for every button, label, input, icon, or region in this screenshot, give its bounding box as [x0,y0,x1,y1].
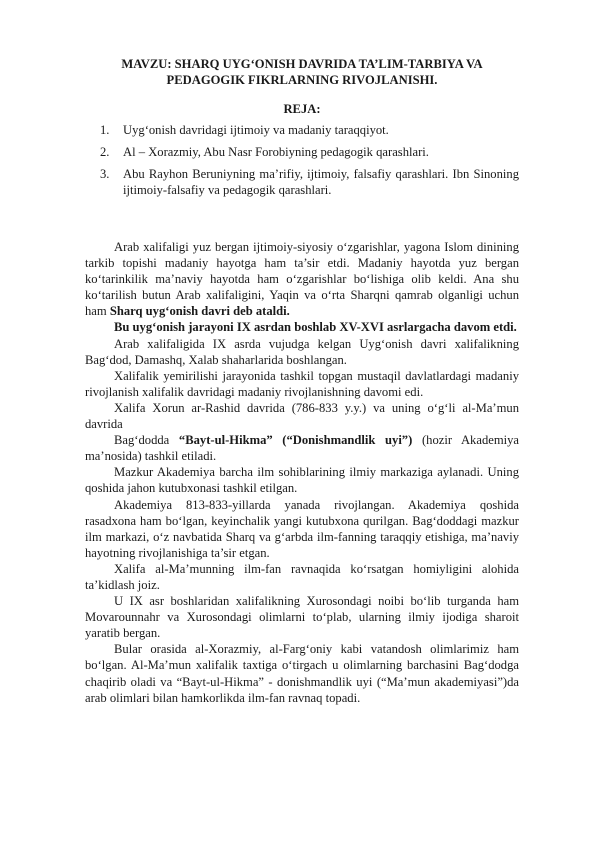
plan-item [85,122,519,138]
plan-item [85,166,519,198]
paragraph: Bular orasida al-Xorazmiy, al-Farg‘oniy kabi vatandosh olimlarimiz ham bo‘lgan. Al-Ma’mun xalifalik taxtiga o‘tirgach u olimlarning barchasini Bag‘dodga chaqirib oladi va “Bayt-ul-Hikma” - donishmandlik uyi (“Ma’mun akademiyasi”)da arab olimlari bilan hamkorlikda ilm-fan ravnaq topadi. [85,642,519,705]
plan-item-text: Uyg‘onish davridagi ijtimoiy va madaniy taraqqiyot. [123,123,389,137]
title-line-1: MAVZU: SHARQ UYG‘ONISH DAVRIDA TA’LIM-TARBIYA VA [121,57,483,71]
paragraph: Arab xalifaligida IX asrda vujudga kelgan Uyg‘onish davri xalifalikning Bag‘dod, Damashq, Xalab shaharlarida boshlangan. [85,336,519,367]
paragraph-bold-text: “Bayt-ul-Hikma” (“Donishmandlik uyi”) [178,433,413,448]
paragraph-text: (hozir Akademiya ma’nosida) tashkil etiladi. [85,433,520,464]
paragraph [85,239,519,319]
paragraph-text: Arab xalifaligi yuz bergan ijtimoiy-siyosiy o‘zgarishlar, yagona Islom dinining tarkib topishi madaniy hayotga ham ta’sir etdi. Madaniy hayotda yuz bergan ko‘tarinkilik ma’naviy hayotda ham o‘zgarishlar bo‘lishiga olib keldi. Ana shu ko‘tarilish butun Arab xalifaligini, Yaqin va o‘rta Sharqni qamrab olganligi uchun ham [85,240,519,319]
plan-heading: REJA: [283,102,321,116]
paragraph-text: Bag‘dodda [114,433,170,448]
paragraph [85,432,519,464]
plan-list [85,122,519,204]
paragraph: Xalifa Xorun ar-Rashid davrida (786-833 y.y.) va uning o‘g‘li al-Ma’mun davrida [85,400,519,432]
document-title [85,56,519,88]
title-line-2: PEDAGOGIK FIKRLARNING RIVOJLANISHI. [166,73,438,87]
paragraph: Akademiya 813-833-yillarda yanada rivojlangan. Akademiya qoshida rasadxona ham bo‘lgan, keyinchalik yangi kutubxona qurilgan. Bag‘doddagi mazkur ilm markazi, o‘z navbatida Sharq va g‘arbda ilm-fanning taraqqiy etishiga, ma’naviy hayotning rivojlanishiga ta’sir etgan. [85,497,519,560]
document-body [85,239,519,706]
plan-item-number: 1. [100,123,110,137]
paragraph: Bu uyg‘onish jarayoni IX asrdan boshlab XV-XVI asrlargacha davom etdi. [114,320,517,335]
paragraph-bold-text: Sharq uyg‘onish davri deb ataldi. [109,304,290,319]
plan-item-text: Abu Rayhon Beruniyning ma’rifiy, ijtimoiy, falsafiy qarashlari. Ibn Sinoning ijtimoiy-falsafiy va pedagogik qarashlari. [123,167,519,197]
plan-item-number: 2. [100,145,110,159]
paragraph: Mazkur Akademiya barcha ilm sohiblarining ilmiy markaziga aylanadi. Uning qoshida jahon kutubxonasi tashkil etilgan. [85,465,519,496]
paragraph: U IX asr boshlaridan xalifalikning Xurosondagi noibi bo‘lib turganda ham Movarounnahr va Xurosondagi olimlarni to‘plab, ularning ilmiy ijodiga sharoit yaratib bergan. [85,594,519,641]
plan-item-number: 3. [100,167,110,181]
plan-item-text: Al – Xorazmiy, Abu Nasr Forobiyning pedagogik qarashlari. [123,145,429,159]
paragraph: Xalifalik yemirilishi jarayonida tashkil topgan mustaqil davlatlardagi madaniy rivojlanish xalifalik davridagi madaniy rivojlanishning davomi edi. [85,368,519,399]
paragraph: Xalifa al-Ma’munning ilm-fan ravnaqida ko‘rsatgan homiyligini alohida ta’kidlash joiz. [85,561,519,592]
plan-item [85,144,519,160]
